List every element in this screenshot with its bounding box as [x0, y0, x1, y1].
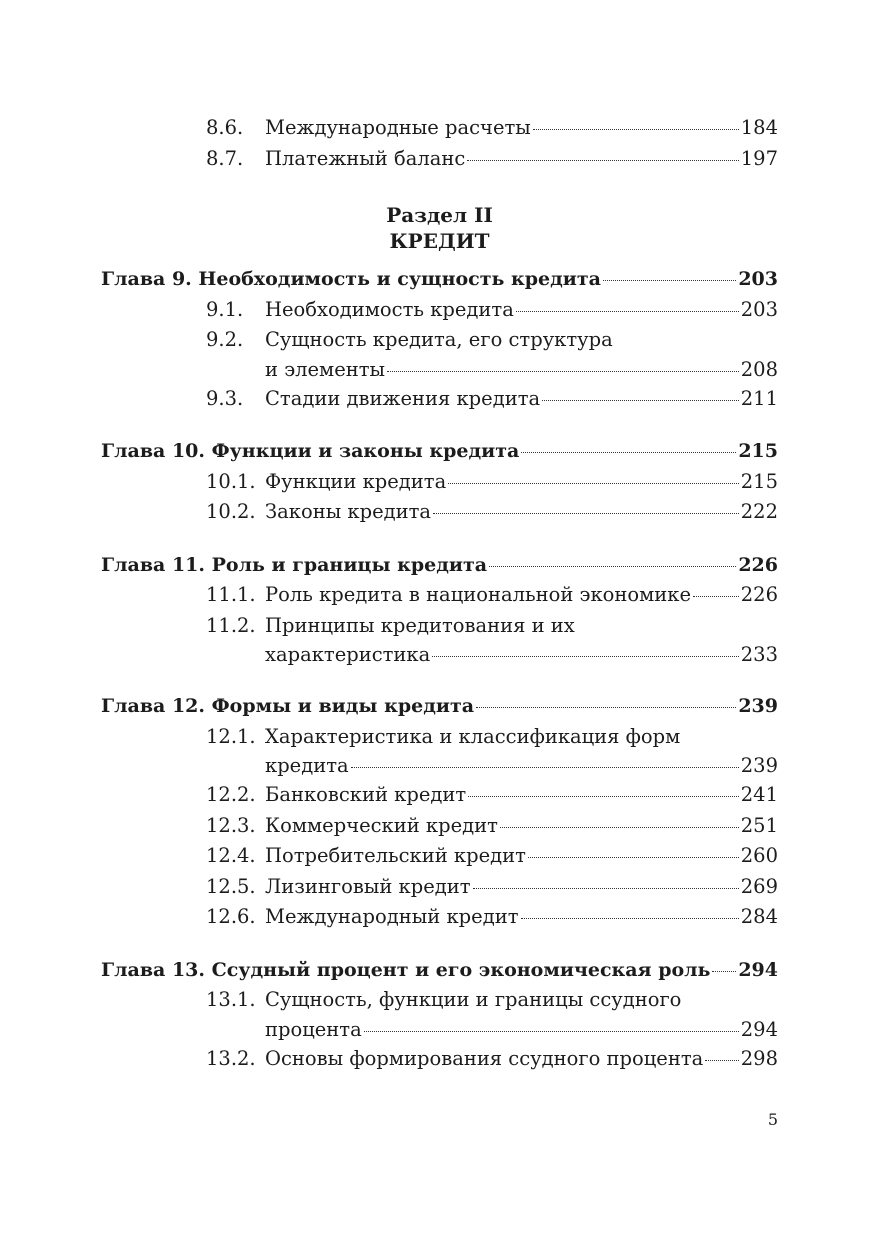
entry-page: 197 [740, 146, 778, 170]
entry-number: 8.7. [206, 146, 244, 170]
chapter-page: 239 [738, 695, 778, 717]
entry-number: 12.1. [206, 724, 256, 748]
dot-leader [533, 129, 739, 130]
dot-leader [603, 280, 736, 281]
entry-title-continued: кредита [265, 754, 349, 777]
entry-page: 226 [740, 583, 778, 606]
entry-page: 208 [740, 357, 778, 381]
dot-leader [528, 857, 739, 858]
dot-leader [705, 1060, 739, 1061]
entry-number: 13.1. [206, 988, 256, 1011]
toc-entry-10-2 [101, 497, 778, 528]
chapter-title: Глава 9. Необходимость и сущность кредита [101, 268, 601, 290]
dot-leader [693, 596, 739, 597]
entry-page: 222 [740, 500, 778, 523]
chapter-13 [101, 955, 778, 986]
section-label: Раздел II [386, 203, 493, 227]
chapter-11 [101, 550, 778, 581]
entry-title: Стадии движения кредита [265, 386, 541, 410]
entry-number: 9.3. [206, 386, 244, 410]
toc-entry-12-6 [101, 902, 778, 933]
entry-page: 251 [740, 813, 778, 837]
chapter-10 [101, 436, 778, 467]
entry-page: 260 [740, 844, 778, 867]
entry-page: 203 [740, 297, 778, 321]
section-heading [101, 202, 778, 254]
entry-number: 11.1. [206, 583, 256, 606]
toc-entry-12-1 [101, 722, 778, 753]
entry-title-continued: и элементы [265, 357, 386, 381]
dot-leader [521, 452, 736, 453]
dot-leader [542, 400, 739, 401]
entry-title: Основы формирования ссудного процента [265, 1046, 704, 1070]
entry-title: Потребительский кредит [265, 844, 526, 867]
entry-title: Законы кредита [265, 500, 432, 523]
entry-title: Лизинговый кредит [265, 874, 471, 898]
toc-entry-12-5 [101, 872, 778, 903]
entry-title: Роль кредита в национальной экономике [265, 583, 692, 606]
toc-entry-12-4 [101, 841, 778, 872]
chapter-title: Глава 12. Формы и виды кредита [101, 695, 475, 717]
dot-leader [473, 888, 739, 889]
dot-leader [448, 483, 739, 484]
table-of-contents [101, 113, 778, 1074]
entry-title: Банковский кредит [265, 783, 467, 806]
entry-number: 8.6. [206, 116, 244, 139]
toc-entry-9-2-cont [101, 356, 778, 384]
entry-number: 12.5. [206, 874, 256, 898]
toc-entry-10-1 [101, 467, 778, 498]
toc-entry-11-2-cont [101, 641, 778, 669]
toc-entry-13-1 [101, 985, 778, 1016]
chapter-page: 203 [738, 268, 778, 290]
entry-title: Характеристика и классификация форм [265, 724, 681, 748]
entry-page: 215 [740, 469, 778, 493]
entry-page: 298 [740, 1046, 778, 1070]
dot-leader [500, 827, 739, 828]
dot-leader [387, 371, 739, 372]
toc-entry-13-2 [101, 1044, 778, 1075]
toc-entry-11-2 [101, 611, 778, 642]
toc-entry-8-6 [101, 113, 778, 144]
chapter-page: 294 [738, 958, 778, 981]
dot-leader [351, 767, 739, 768]
toc-entry-12-2 [101, 780, 778, 811]
entry-page: 184 [740, 116, 778, 139]
dot-leader [521, 918, 739, 919]
toc-entry-8-7 [101, 144, 778, 175]
dot-leader [712, 971, 736, 972]
dot-leader [476, 707, 736, 708]
dot-leader [432, 656, 739, 657]
entry-title: Необходимость кредита [265, 297, 514, 321]
chapter-page: 215 [738, 440, 778, 462]
entry-number: 12.4. [206, 844, 256, 867]
toc-entry-9-3 [101, 384, 778, 415]
entry-title-continued: характеристика [265, 643, 431, 666]
entry-number: 11.2. [206, 613, 256, 637]
toc-entry-9-1 [101, 295, 778, 326]
dot-leader [433, 513, 739, 514]
entry-title: Международные расчеты [265, 116, 531, 139]
entry-number: 9.1. [206, 297, 244, 321]
dot-leader [467, 160, 738, 161]
entry-page: 269 [740, 874, 778, 898]
entry-title: Платежный баланс [265, 146, 466, 170]
entry-title-continued: процента [265, 1017, 362, 1041]
dot-leader [516, 311, 739, 312]
entry-number: 12.6. [206, 905, 256, 928]
entry-page: 284 [740, 905, 778, 928]
toc-entry-12-1-cont [101, 752, 778, 780]
entry-number: 12.3. [206, 813, 256, 837]
entry-page: 239 [740, 754, 778, 777]
entry-number: 13.2. [206, 1046, 256, 1070]
chapter-9 [101, 264, 778, 295]
entry-page: 233 [740, 643, 778, 666]
dot-leader [489, 566, 736, 567]
chapter-page: 226 [738, 553, 778, 576]
page-number: 5 [767, 1110, 778, 1129]
entry-number: 9.2. [206, 328, 244, 351]
entry-number: 12.2. [206, 783, 256, 806]
entry-title: Коммерческий кредит [265, 813, 498, 837]
toc-entry-11-1 [101, 580, 778, 611]
toc-entry-9-2 [101, 325, 778, 356]
entry-page: 241 [740, 783, 778, 806]
dot-leader [364, 1031, 739, 1032]
section-title: КРЕДИТ [389, 229, 490, 253]
toc-entry-12-3 [101, 811, 778, 842]
entry-title: Сущность, функции и границы ссудного [265, 988, 682, 1011]
chapter-title: Глава 10. Функции и законы кредита [101, 440, 520, 462]
entry-title: Функции кредита [265, 469, 447, 493]
entry-number: 10.1. [206, 469, 256, 493]
chapter-title: Глава 11. Роль и границы кредита [101, 553, 488, 576]
entry-title: Сущность кредита, его структура [265, 328, 613, 351]
entry-page: 211 [740, 386, 778, 410]
chapter-12 [101, 691, 778, 722]
chapter-title: Глава 13. Ссудный процент и его экономическая роль [101, 958, 711, 981]
entry-number: 10.2. [206, 500, 256, 523]
entry-title: Принципы кредитования и их [265, 613, 575, 637]
entry-title: Международный кредит [265, 905, 519, 928]
dot-leader [468, 796, 739, 797]
toc-entry-13-1-cont [101, 1016, 778, 1044]
entry-page: 294 [740, 1017, 778, 1041]
